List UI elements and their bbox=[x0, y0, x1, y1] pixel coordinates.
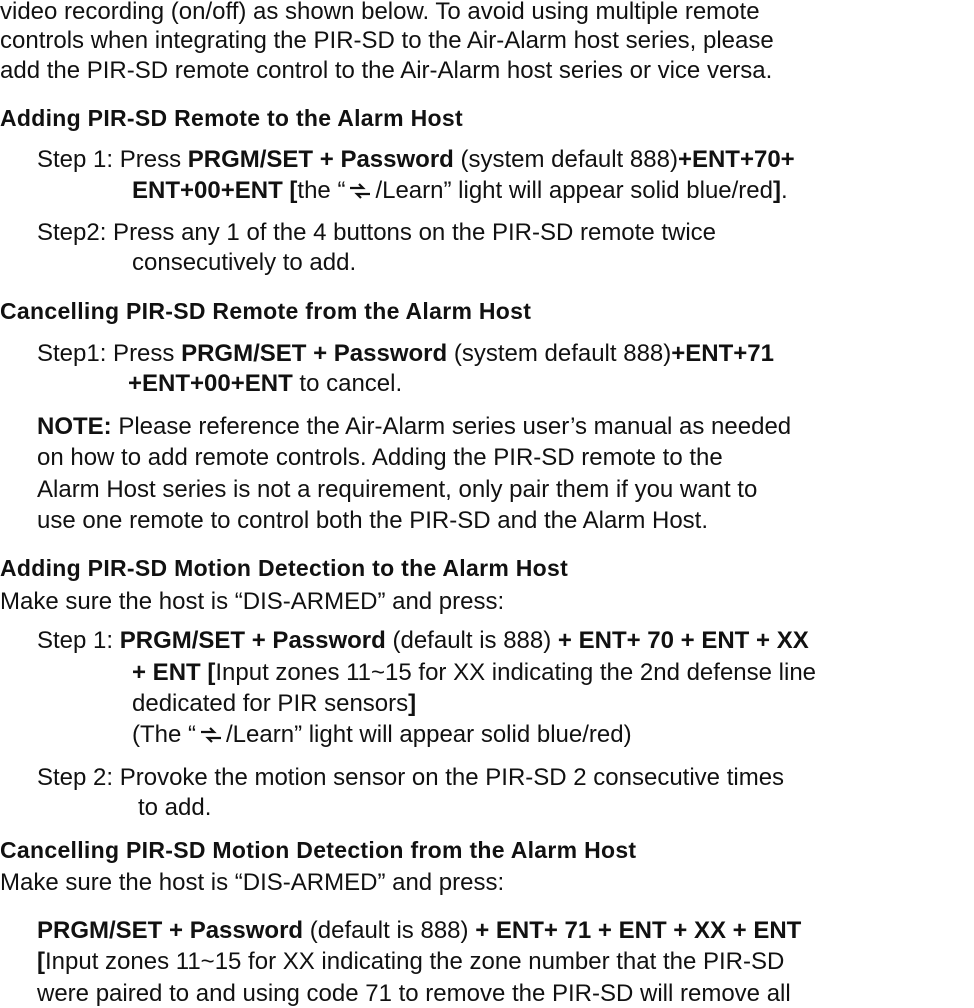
command: PRGM/SET + Password bbox=[37, 917, 304, 944]
cancel-motion-line2 bbox=[37, 950, 784, 974]
heading-cancel-motion: Cancelling PIR-SD Motion Detection from the Alarm Host bbox=[0, 837, 637, 863]
note-line-2: on how to add remote controls. Adding the PIR-SD remote to the bbox=[37, 444, 723, 471]
command: + ENT+ 70 + ENT + XX bbox=[557, 627, 809, 654]
heading-cancel-remote: Cancelling PIR-SD Remote from the Alarm Host bbox=[0, 298, 532, 324]
command: ENT+00+ENT bbox=[132, 177, 283, 204]
bracket: [ bbox=[207, 659, 216, 686]
add-remote-step2-line2: consecutively to add. bbox=[132, 249, 357, 276]
step-label: Step 1: Press bbox=[37, 146, 182, 173]
wireless-learn-icon bbox=[198, 726, 224, 744]
bracket: ] bbox=[773, 177, 781, 204]
command: +ENT+00+ENT bbox=[128, 370, 293, 397]
step-label: Step 1: bbox=[37, 627, 114, 654]
learn-text: /Learn” light will appear solid blue/red bbox=[375, 177, 773, 204]
note-text: Please reference the Air-Alarm series user’s manual as needed bbox=[118, 413, 792, 440]
note-line-3: Alarm Host series is not a requirement, only pair them if you want to bbox=[37, 476, 758, 503]
note-line-4: use one remote to control both the PIR-SD and the Alarm Host. bbox=[37, 507, 709, 534]
intro-line-1: video recording (on/off) as shown below. To avoid using multiple remote bbox=[0, 0, 760, 25]
heading-add-remote: Adding PIR-SD Remote to the Alarm Host bbox=[0, 105, 463, 131]
cancel-text: to cancel. bbox=[299, 370, 403, 397]
cancel-motion-line3: were paired to and using code 71 to remove the PIR-SD will remove all bbox=[37, 980, 791, 1007]
pir-text: dedicated for PIR sensors bbox=[132, 690, 409, 717]
default-note: (default is 888) bbox=[392, 627, 552, 654]
note-label: NOTE: bbox=[37, 413, 112, 440]
add-motion-step1-line1 bbox=[37, 629, 809, 653]
command: + ENT bbox=[132, 659, 201, 686]
cancel-remote-step1-line1 bbox=[37, 342, 774, 366]
wireless-learn-icon bbox=[347, 182, 373, 200]
command: +ENT+71 bbox=[671, 340, 774, 367]
command: +ENT+70+ bbox=[677, 146, 795, 173]
note-line-1 bbox=[37, 415, 791, 439]
zone-text: Input zones 11~15 for XX indicating the zone number that the PIR-SD bbox=[45, 948, 785, 975]
add-motion-intro: Make sure the host is “DIS-ARMED” and press: bbox=[0, 588, 505, 615]
default-note: (system default 888) bbox=[453, 340, 672, 367]
command: + ENT+ 71 + ENT + XX + ENT bbox=[475, 917, 802, 944]
cancel-motion-line1 bbox=[37, 919, 801, 943]
heading-add-motion: Adding PIR-SD Motion Detection to the Alarm Host bbox=[0, 555, 569, 581]
intro-line-3: add the PIR-SD remote control to the Air-Alarm host series or vice versa. bbox=[0, 57, 773, 84]
learn-text: (The “ bbox=[132, 721, 197, 748]
intro-line-2: controls when integrating the PIR-SD to the Air-Alarm host series, please bbox=[0, 27, 774, 54]
add-motion-step2-line2: to add. bbox=[138, 794, 212, 821]
period: . bbox=[781, 177, 788, 204]
add-motion-step1-line3 bbox=[132, 692, 416, 716]
bracket: [ bbox=[289, 177, 298, 204]
command: PRGM/SET + Password bbox=[187, 146, 454, 173]
bracket: [ bbox=[37, 948, 45, 975]
command: PRGM/SET + Password bbox=[119, 627, 386, 654]
add-remote-step1-line1 bbox=[37, 148, 795, 172]
add-remote-step1-line2 bbox=[132, 179, 788, 203]
learn-text: /Learn” light will appear solid blue/red) bbox=[226, 721, 632, 748]
step-label: Step1: Press bbox=[37, 340, 175, 367]
add-motion-step2-line1: Step 2: Provoke the motion sensor on the PIR-SD 2 consecutive times bbox=[37, 764, 785, 791]
add-remote-step2-line1: Step2: Press any 1 of the 4 buttons on the PIR-SD remote twice bbox=[37, 219, 717, 246]
bracket: ] bbox=[408, 690, 417, 717]
add-motion-step1-line2 bbox=[132, 661, 816, 685]
add-motion-step1-line4 bbox=[132, 723, 632, 747]
command: PRGM/SET + Password bbox=[181, 340, 448, 367]
cancel-remote-step1-line2 bbox=[128, 372, 402, 396]
learn-text: the “ bbox=[297, 177, 346, 204]
zone-text: Input zones 11~15 for XX indicating the 2nd defense line bbox=[215, 659, 817, 686]
cancel-motion-intro: Make sure the host is “DIS-ARMED” and press: bbox=[0, 869, 505, 896]
default-note: (default is 888) bbox=[309, 917, 469, 944]
default-note: (system default 888) bbox=[460, 146, 678, 173]
